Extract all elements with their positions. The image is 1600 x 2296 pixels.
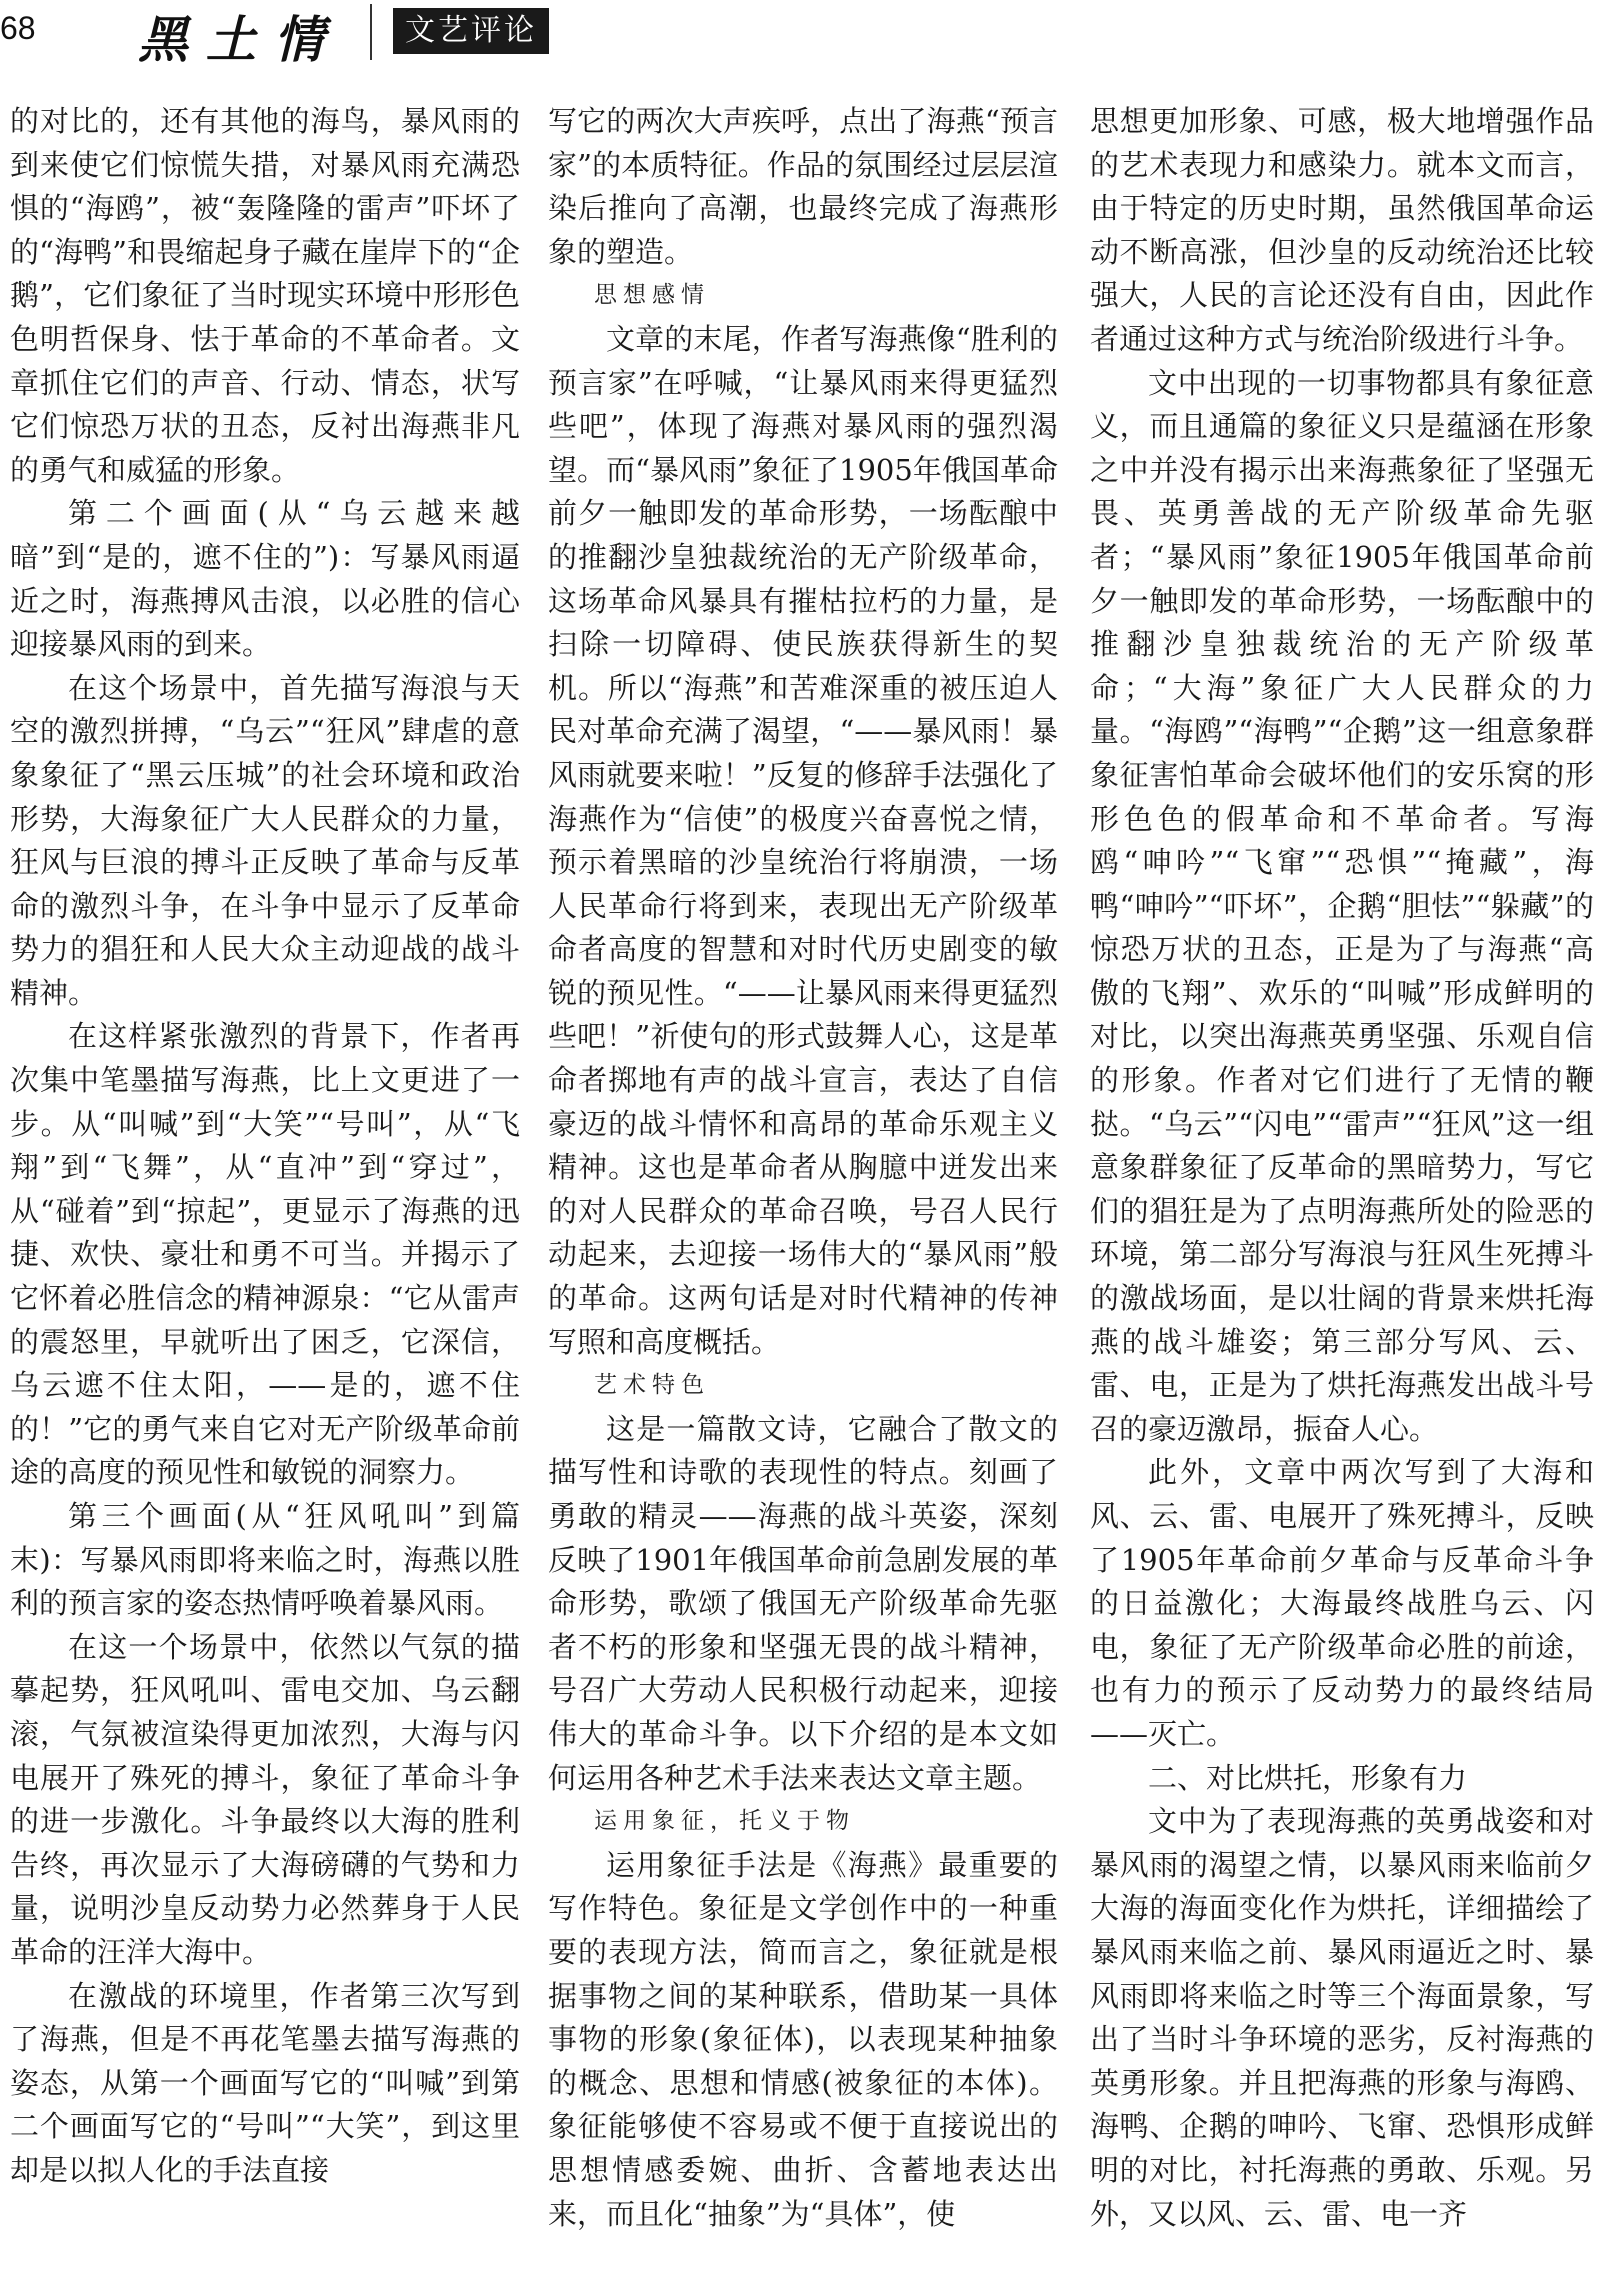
magazine-logo: 黑土情 — [138, 10, 342, 69]
paragraph: 在这个场景中，首先描写海浪与天空的激烈拼搏，“乌云”“狂风”肆虐的意象象征了“黑云压城”的社会环境和政治形势，大海象征广大人民群众的力量，狂风与巨浪的搏斗正反映了革命与反革命的激烈斗争，在斗争中显示了反革命势力的猖狂和人民大众主动迎战的战斗精神。 — [10, 670, 520, 1010]
paragraph-continued: 思想更加形象、可感，极大地增强作品的艺术表现力和感染力。就本文而言，由于特定的历史时期，虽然俄国革命运动不断高涨，但沙皇的反动统治还比较强大，人民的言论还没有自由，因此作者通过这种方式与统治阶级进行斗争。 — [1090, 104, 1594, 356]
paragraph: 在激战的环境里，作者第三次写到了海燕，但是不再花笔墨去描写海燕的姿态，从第一个画面写它的“叫喊”到第二个画面写它的“号叫”“大笑”，到这里却是以拟人化的手法直接 — [10, 1978, 520, 2187]
paragraph: 文中出现的一切事物都具有象征意义，而且通篇的象征义只是蕴涵在形象之中并没有揭示出来海燕象征了坚强无畏、英勇善战的无产阶级革命先驱者；“暴风雨”象征1905年俄国革命前夕一触即发的革命形势，一场酝酿中的推翻沙皇独裁统治的无产阶级革命；“大海”象征广大人民群众的力量。“海鸥”“海鸭”“企鹅”这一组意象群象征害怕革命会破坏他们的安乐窝的形形色色的假革命和不革命者。写海鸥“呻吟”“飞窜”“恐惧”“掩藏”，海鸭“呻吟”“吓坏”，企鹅“胆怯”“躲藏”的惊恐万状的丑态，正是为了与海燕“高傲的飞翔”、欢乐的“叫喊”形成鲜明的对比，以突出海燕英勇坚强、乐观自信的形象。作者对它们进行了无情的鞭挞。“乌云”“闪电”“雷声”“狂风”这一组意象群象征了反革命的黑暗势力，写它们的猖狂是为了点明海燕所处的险恶的环境，第二部分写海浪与狂风生死搏斗的激战场面，是以壮阔的背景来烘托海燕的战斗雄姿；第三部分写风、云、雷、电，正是为了烘托海燕发出战斗号召的豪迈激昂，振奋人心。 — [1090, 365, 1594, 1446]
paragraph: 此外，文章中两次写到了大海和风、云、雷、电展开了殊死搏斗，反映了1905年革命前夕革命与反革命斗争的日益激化；大海最终战胜乌云、闪电，象征了无产阶级革命必胜的前途，也有力的预示了反动势力的最终结局——灭亡。 — [1090, 1455, 1594, 1751]
paragraph-continued: 写它的两次大声疾呼，点出了海燕“预言家”的本质特征。作品的氛围经过层层渲染后推向了高潮，也最终完成了海燕形象的塑造。 — [548, 104, 1058, 269]
column-1 — [10, 100, 520, 2296]
section-subheading: 思想感情 — [594, 282, 710, 309]
section-heading: 二、对比烘托，形象有力 — [1148, 1760, 1468, 1795]
header-divider — [370, 4, 372, 60]
page-header — [0, 0, 1600, 70]
page-number: 68 — [0, 10, 36, 46]
paragraph: 第三个画面(从“狂风吼叫”到篇末)：写暴风雨即将来临之时，海燕以胜利的预言家的姿态热情呼唤着暴风雨。 — [10, 1499, 520, 1621]
section-subheading: 艺术特色 — [594, 1372, 710, 1399]
paragraph: 文中为了表现海燕的英勇战姿和对暴风雨的渴望之情，以暴风雨来临前夕大海的海面变化作为烘托，详细描绘了暴风雨来临之前、暴风雨逼近之时、暴风雨即将来临之时等三个海面景象，写出了当时斗争环境的恶劣，反衬海燕的英勇形象。并且把海燕的形象与海鸥、海鸭、企鹅的呻吟、飞窜、恐惧形成鲜明的对比，衬托海燕的勇敢、乐观。另外，又以风、云、雷、电一齐 — [1090, 1804, 1594, 2231]
paragraph: 文章的末尾，作者写海燕像“胜利的预言家”在呼喊，“让暴风雨来得更猛烈些吧”，体现了海燕对暴风雨的强烈渴望。而“暴风雨”象征了1905年俄国革命前夕一触即发的革命形势，一场酝酿中的推翻沙皇独裁统治的无产阶级革命，这场革命风暴具有摧枯拉朽的力量，是扫除一切障碍、使民族获得新生的契机。所以“海燕”和苦难深重的被压迫人民对革命充满了渴望，“——暴风雨！暴风雨就要来啦！”反复的修辞手法强化了海燕作为“信使”的极度兴奋喜悦之情，预示着黑暗的沙皇统治行将崩溃，一场人民革命行将到来，表现出无产阶级革命者高度的智慧和对时代历史剧变的敏锐的预见性。“——让暴风雨来得更猛烈些吧！”祈使句的形式鼓舞人心，这是革命者掷地有声的战斗宣言，表达了自信豪迈的战斗情怀和高昂的革命乐观主义精神。这也是革命者从胸臆中迸发出来的对人民群众的革命召唤，号召人民行动起来，去迎接一场伟大的“暴风雨”般的革命。这两句话是对时代精神的传神写照和高度概括。 — [548, 321, 1058, 1359]
paragraph-continued: 的对比的，还有其他的海鸟，暴风雨的到来使它们惊慌失措，对暴风雨充满恐惧的“海鸥”，被“轰隆隆的雷声”吓坏了的“海鸭”和畏缩起身子藏在崖岸下的“企鹅”，它们象征了当时现实环境中形形色色明哲保身、怯于革命的不革命者。文章抓住它们的声音、行动、情态，状写它们惊恐万状的丑态，反衬出海燕非凡的勇气和威猛的形象。 — [10, 104, 520, 487]
paragraph: 这是一篇散文诗，它融合了散文的描写性和诗歌的表现性的特点。刻画了勇敢的精灵——海燕的战斗英姿，深刻反映了1901年俄国革命前急剧发展的革命形势，歌颂了俄国无产阶级革命先驱者不朽的形象和坚强无畏的战斗精神，号召广大劳动人民积极行动起来，迎接伟大的革命斗争。以下介绍的是本文如何运用各种艺术手法来表达文章主题。 — [548, 1411, 1058, 1795]
column-2 — [548, 100, 1058, 2296]
paragraph: 运用象征手法是《海燕》最重要的写作特色。象征是文学创作中的一种重要的表现方法，简而言之，象征就是根据事物之间的某种联系，借助某一具体事物的形象(象征体)，以表现某种抽象的概念、思想和情感(被象征的本体)。象征能够使不容易或不便于直接说出的思想情感委婉、曲折、含蓄地表达出来，而且化“抽象”为“具体”，使 — [548, 1847, 1058, 2231]
paragraph: 在这一个场景中，依然以气氛的描摹起势，狂风吼叫、雷电交加、乌云翻滚，气氛被渲染得更加浓烈，大海与闪电展开了殊死的搏斗，象征了革命斗争的进一步激化。斗争最终以大海的胜利告终，再次显示了大海磅礴的气势和力量，说明沙皇反动势力必然葬身于人民革命的汪洋大海中。 — [10, 1629, 520, 1969]
section-subheading: 运用象征，托义于物 — [594, 1808, 855, 1835]
paragraph: 在这样紧张激烈的背景下，作者再次集中笔墨描写海燕，比上文更进了一步。从“叫喊”到“大笑”“号叫”，从“飞翔”到“飞舞”，从“直冲”到“穿过”，从“碰着”到“掠起”，更显示了海燕的迅捷、欢快、豪壮和勇不可当。并揭示了它怀着必胜信念的精神源泉：“它从雷声的震怒里，早就听出了困乏，它深信，乌云遮不住太阳，——是的，遮不住的！”它的勇气来自它对无产阶级革命前途的高度的预见性和敏锐的洞察力。 — [10, 1019, 520, 1490]
section-tag: 文艺评论 — [393, 8, 549, 54]
column-3 — [1090, 100, 1594, 2296]
paragraph: 第二个画面(从“乌云越来越暗”到“是的，遮不住的”)：写暴风雨逼近之时，海燕搏风击浪，以必胜的信心迎接暴风雨的到来。 — [10, 496, 520, 662]
article-body — [10, 100, 1594, 2296]
